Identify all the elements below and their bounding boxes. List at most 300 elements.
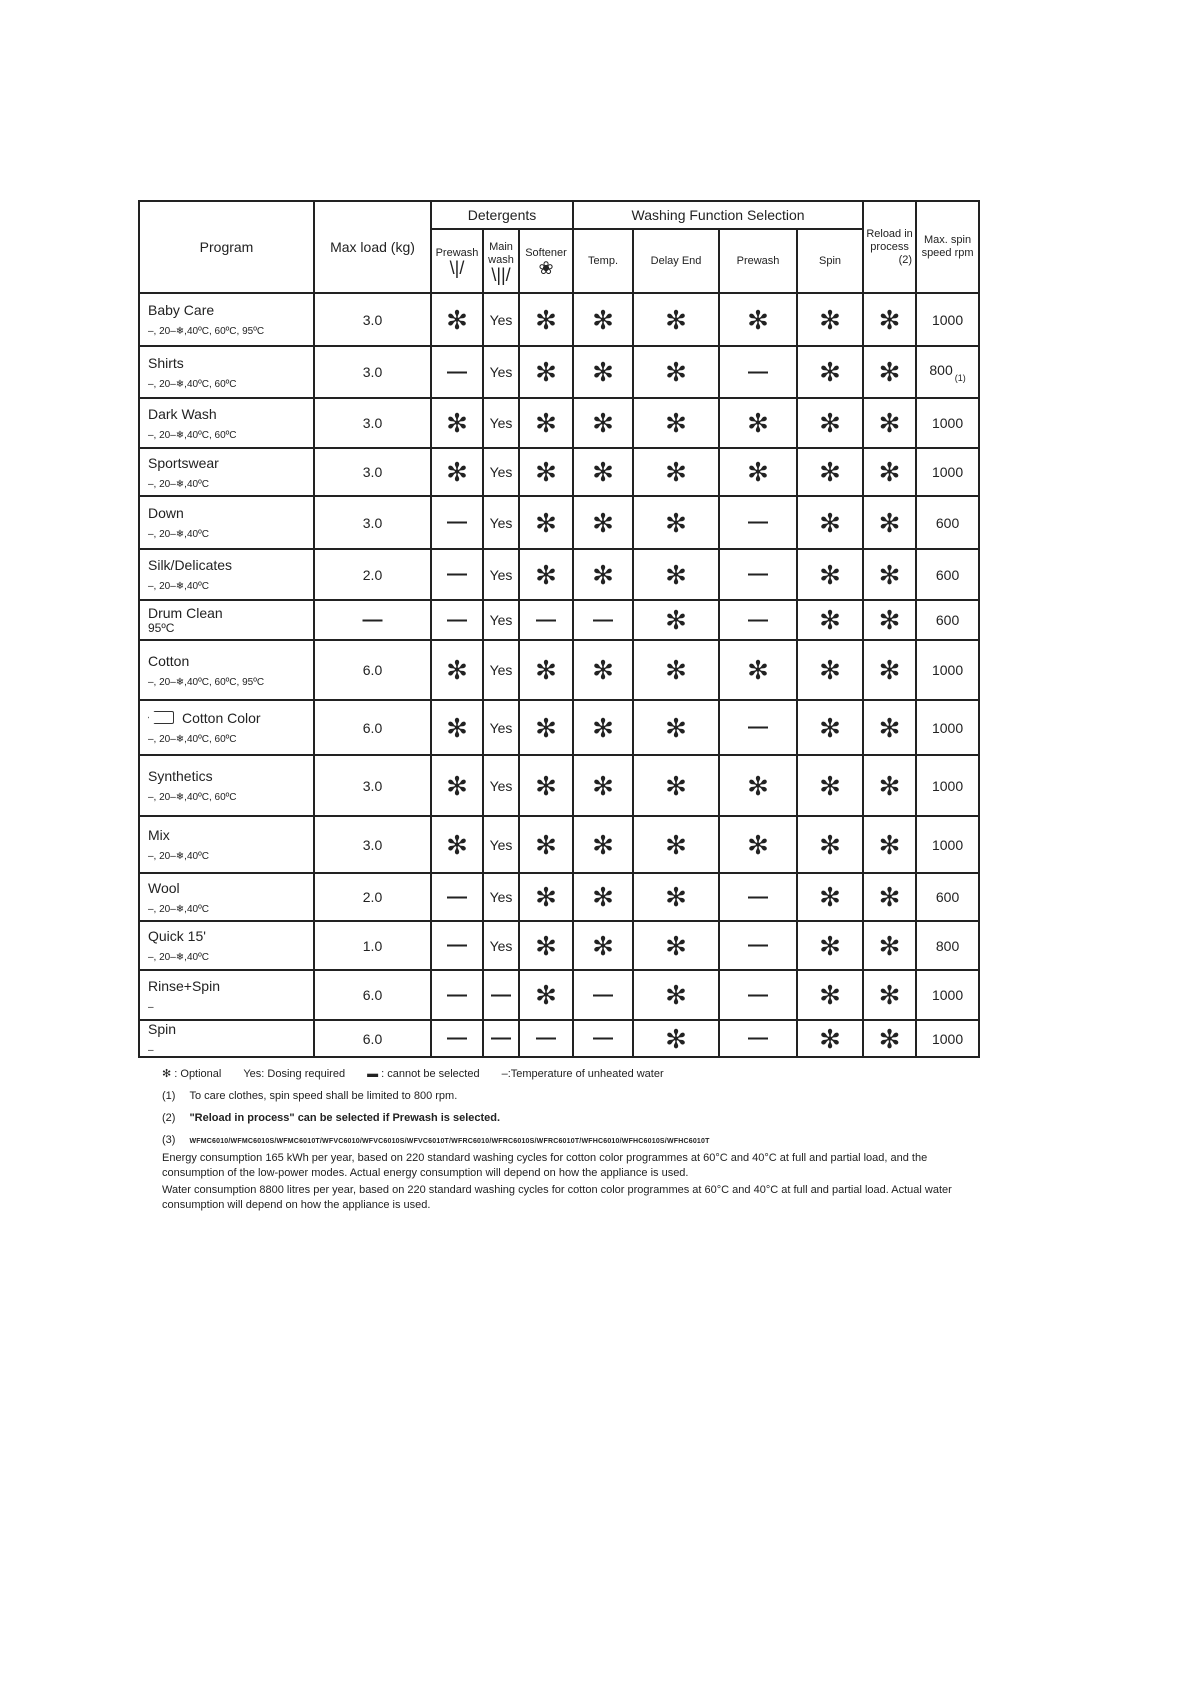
cell xyxy=(573,970,633,1020)
cell xyxy=(916,496,979,549)
cell xyxy=(314,755,431,816)
cell xyxy=(431,496,483,549)
cell xyxy=(916,448,979,496)
cell xyxy=(916,640,979,700)
cell xyxy=(519,700,573,755)
cell-value: 3.0 xyxy=(362,514,383,531)
cell-value: ✻ xyxy=(747,829,769,860)
cell xyxy=(314,873,431,921)
cell xyxy=(483,816,519,873)
cell xyxy=(483,346,519,398)
table-row xyxy=(139,873,979,921)
cell-value: ✻ xyxy=(535,980,557,1010)
cell-value: — xyxy=(447,885,467,908)
cell xyxy=(719,496,797,549)
cell xyxy=(314,398,431,448)
cell-value: Yes xyxy=(489,889,513,905)
table-row xyxy=(139,496,979,549)
cell-value: 1.0 xyxy=(362,937,383,954)
cell-value: 1000 xyxy=(931,662,964,678)
cell xyxy=(797,970,863,1020)
header-spin: Spin xyxy=(797,229,863,293)
energy-consumption: Energy consumption 165 kWh per year, based on 220 standard washing cycles for cotton color programmes at 60°C and 40°C at full and partial load, and the consumption of the low-power modes. Actual energy consumption will depend on how the appliance is used. xyxy=(162,1152,928,1179)
cell xyxy=(719,970,797,1020)
cell-value: — xyxy=(447,608,467,631)
cell xyxy=(573,755,633,816)
program-name xyxy=(148,455,313,471)
cell-value: ✻ xyxy=(878,507,901,538)
cell-value: ✻ xyxy=(665,507,687,538)
cell xyxy=(483,293,519,346)
cell-value: — xyxy=(491,983,511,1006)
cell-value: 3.0 xyxy=(362,836,383,853)
cell xyxy=(519,398,573,448)
legend xyxy=(162,1063,962,1213)
cell xyxy=(863,700,916,755)
cell-value: ✻ xyxy=(878,882,901,912)
cell-value: — xyxy=(447,511,467,533)
prewash-label: Prewash xyxy=(435,247,479,259)
program-temps: –, 20–❄,40ºC xyxy=(148,903,209,915)
cell xyxy=(314,816,431,873)
cell xyxy=(314,640,431,700)
cell xyxy=(431,873,483,921)
cell xyxy=(519,755,573,816)
cell xyxy=(633,755,719,816)
cell-value: ✻ xyxy=(535,457,557,487)
cell-value: 600 xyxy=(935,514,960,531)
cell-value: — xyxy=(593,1027,614,1049)
cell-value: ✻ xyxy=(665,770,687,801)
cell xyxy=(633,640,719,700)
note-1 xyxy=(162,1085,962,1107)
cell xyxy=(863,346,916,398)
softener-label: Softener xyxy=(525,247,567,259)
note-1-text: To care clothes, spin speed shall be limited to 800 rpm. xyxy=(189,1090,458,1102)
table-row xyxy=(139,398,979,448)
table-row xyxy=(139,700,979,755)
cell xyxy=(573,1020,633,1057)
cell xyxy=(573,921,633,970)
program-cell xyxy=(139,970,314,1020)
cell xyxy=(633,398,719,448)
cell xyxy=(916,755,979,816)
program-name-text: Baby Care xyxy=(148,302,215,318)
cell-value: ✻ xyxy=(819,605,841,635)
cell xyxy=(797,293,863,346)
cell xyxy=(863,398,916,448)
program-name xyxy=(148,505,313,521)
reload-label: Reload in process xyxy=(866,227,913,253)
cell-value: ✻ xyxy=(665,605,687,635)
program-name xyxy=(148,710,313,726)
cell xyxy=(719,700,797,755)
program-cell xyxy=(139,700,314,755)
cell-value: ✻ xyxy=(747,457,769,487)
cell-value: ✻ xyxy=(592,357,614,387)
program-cell xyxy=(139,293,314,346)
cell-value: ✻ xyxy=(878,304,901,335)
cell-value: 600 xyxy=(935,612,960,628)
compartment-i-icon: \|/ xyxy=(449,258,465,278)
cell xyxy=(483,600,519,640)
cell xyxy=(519,970,573,1020)
cell xyxy=(483,448,519,496)
cell-value: ✻ xyxy=(592,770,614,801)
cell-value: ✻ xyxy=(446,770,468,801)
cell-value: ✻ xyxy=(819,930,841,961)
cell xyxy=(633,496,719,549)
cell-value: Yes xyxy=(489,566,513,583)
cell xyxy=(431,700,483,755)
cell xyxy=(797,700,863,755)
note-2-text: "Reload in process" can be selected if Prewash is selected. xyxy=(189,1112,501,1124)
cell-value: ✻ xyxy=(878,980,901,1010)
cell-value: Yes xyxy=(489,836,513,853)
program-cell xyxy=(139,346,314,398)
cell-value: ✻ xyxy=(819,829,841,860)
cell xyxy=(633,970,719,1020)
cell-value: ✻ xyxy=(535,930,557,961)
cell-value: — xyxy=(447,983,467,1006)
cell-value: 3.0 xyxy=(362,415,383,431)
cell xyxy=(863,921,916,970)
cell-value: — xyxy=(593,983,614,1006)
program-name xyxy=(148,605,313,621)
header-washing-function-selection: Washing Function Selection xyxy=(573,201,863,229)
cell xyxy=(519,873,573,921)
cell-value: Yes xyxy=(489,364,513,380)
program-name xyxy=(148,557,313,573)
cell-value: ✻ xyxy=(665,980,687,1010)
cell-value: ✻ xyxy=(819,655,841,685)
program-cell xyxy=(139,398,314,448)
cell-value: ✻ xyxy=(665,357,687,387)
program-name xyxy=(148,355,313,371)
cell-value: — xyxy=(447,934,467,956)
table-row xyxy=(139,346,979,398)
table-row xyxy=(139,816,979,873)
cell-value: Yes xyxy=(489,612,513,628)
table-row xyxy=(139,1020,979,1057)
cell-value: 800 xyxy=(929,361,953,378)
cell xyxy=(916,700,979,755)
header-main-wash xyxy=(483,229,519,293)
cell xyxy=(573,640,633,700)
cell-value: ✻ xyxy=(592,457,614,487)
legend-yes: Yes: Dosing required xyxy=(243,1068,346,1080)
program-name-text: Drum Clean xyxy=(148,605,223,621)
cotton-color-icon xyxy=(148,711,174,724)
cell-value: ✻ xyxy=(878,457,901,487)
cell xyxy=(314,1020,431,1057)
cell-value: ✻ xyxy=(665,559,687,590)
cell-value: ✻ xyxy=(819,1023,841,1054)
cell-value: ✻ xyxy=(819,980,841,1010)
cell-value: 3.0 xyxy=(362,364,383,380)
cell-value: 3.0 xyxy=(362,311,383,328)
cell-value: ✻ xyxy=(592,829,614,860)
cell xyxy=(633,346,719,398)
cell xyxy=(719,448,797,496)
cell-value: — xyxy=(536,608,557,631)
footnote-ref: (1) xyxy=(954,372,966,383)
cell-value: 1000 xyxy=(931,987,964,1003)
cell xyxy=(431,346,483,398)
program-name-text: Cotton xyxy=(148,652,190,669)
cell-value: — xyxy=(748,563,769,585)
program-temps: –, 20–❄,40ºC, 60ºC, 95ºC xyxy=(148,676,265,688)
cell-value: — xyxy=(748,716,769,738)
legend-row xyxy=(162,1063,962,1085)
cell-value: ✻ xyxy=(592,930,614,961)
cell-value: ✻ xyxy=(878,770,901,801)
cell xyxy=(573,496,633,549)
program-name-text: Dark Wash xyxy=(148,405,217,422)
cell xyxy=(633,816,719,873)
cell xyxy=(797,448,863,496)
cell-value: ✻ xyxy=(665,304,687,335)
cell-value: ✻ xyxy=(819,770,841,801)
table-row xyxy=(139,755,979,816)
cell xyxy=(719,293,797,346)
program-name-text: Spin xyxy=(148,1021,177,1037)
cell-value: — xyxy=(748,934,769,956)
cell xyxy=(633,1020,719,1057)
cell-value: 6.0 xyxy=(362,719,383,736)
cell xyxy=(573,346,633,398)
program-cell xyxy=(139,921,314,970)
cell xyxy=(431,970,483,1020)
cell-value: ✻ xyxy=(535,655,557,685)
cell-value: ✻ xyxy=(535,357,557,387)
cell-value: — xyxy=(536,1027,557,1049)
cell-value: — xyxy=(447,360,467,383)
legend-optional: ✻ : Optional xyxy=(162,1068,222,1080)
program-cell xyxy=(139,755,314,816)
cell-value: — xyxy=(447,563,467,585)
cell-value: ✻ xyxy=(446,712,468,743)
cell xyxy=(863,816,916,873)
water-consumption: Water consumption 8800 litres per year, based on 220 standard washing cycles for cotton color programmes at 60°C and 40°C at full and partial load. Actual water consumption will depend on how the appliance is used. xyxy=(162,1184,952,1211)
cell-value: ✻ xyxy=(819,559,841,590)
cell-value: Yes xyxy=(489,719,513,736)
program-temps: –, 20–❄,40ºC xyxy=(148,529,209,540)
cell xyxy=(314,448,431,496)
cell-value: — xyxy=(362,608,383,631)
cell xyxy=(797,873,863,921)
cell-value: 1000 xyxy=(931,1030,964,1047)
program-temps: –, 20–❄,40ºC xyxy=(148,952,209,963)
program-cell xyxy=(139,1020,314,1057)
program-name-text: Wool xyxy=(148,879,180,896)
cell-value: ✻ xyxy=(535,559,557,590)
cell-value: 600 xyxy=(935,889,960,905)
program-name-text: Mix xyxy=(148,827,170,843)
program-cell xyxy=(139,816,314,873)
cell-value: ✻ xyxy=(878,655,901,685)
cell-value: ✻ xyxy=(665,1023,687,1054)
program-name-text: Down xyxy=(148,505,184,521)
cell xyxy=(797,640,863,700)
cell xyxy=(519,600,573,640)
cell-value: ✻ xyxy=(592,304,614,335)
cell xyxy=(573,600,633,640)
cell xyxy=(483,640,519,700)
cell xyxy=(431,293,483,346)
cell-value: ✻ xyxy=(446,408,468,438)
program-temps: –, 20–❄,40ºC, 60ºC xyxy=(148,429,237,441)
header-program: Program xyxy=(139,201,314,293)
program-name-text: Sportswear xyxy=(148,454,219,471)
flower-icon: ❀ xyxy=(538,258,554,278)
cell xyxy=(314,346,431,398)
cell xyxy=(633,600,719,640)
cell-value: ✻ xyxy=(819,457,841,487)
cell-value: — xyxy=(748,885,769,908)
cell-value: 800 xyxy=(935,937,960,954)
cell-value: ✻ xyxy=(665,829,687,860)
cell xyxy=(519,549,573,600)
cell xyxy=(431,755,483,816)
cell xyxy=(483,398,519,448)
cell-value: — xyxy=(748,608,769,631)
cell-value: — xyxy=(748,1027,769,1049)
header-temp: Temp. xyxy=(573,229,633,293)
cell xyxy=(431,398,483,448)
cell-value: — xyxy=(748,983,769,1006)
cell xyxy=(573,549,633,600)
cell-value: 1000 xyxy=(931,311,964,328)
cell-value: Yes xyxy=(489,662,513,678)
cell-value: ✻ xyxy=(535,507,557,538)
program-name-text: Cotton Color xyxy=(182,710,261,726)
program-cell xyxy=(139,873,314,921)
header-prewash: Prewash xyxy=(719,229,797,293)
cell-value: ✻ xyxy=(592,559,614,590)
reload-note: (2) xyxy=(898,253,913,266)
header-max-load: Max load (kg) xyxy=(314,201,431,293)
cell xyxy=(797,549,863,600)
cell-value: ✻ xyxy=(535,882,557,912)
program-name-text: Quick 15' xyxy=(148,928,206,944)
cell xyxy=(431,448,483,496)
cell-value: ✻ xyxy=(535,770,557,801)
program-rows xyxy=(139,293,979,1057)
cell-value: 2.0 xyxy=(362,889,383,905)
header-softener xyxy=(519,229,573,293)
cell xyxy=(916,346,979,398)
program-temps: –, 20–❄,40ºC xyxy=(148,478,209,490)
cell xyxy=(633,921,719,970)
program-cell xyxy=(139,640,314,700)
cell-value: ✻ xyxy=(535,829,557,860)
cell xyxy=(916,1020,979,1057)
cell xyxy=(519,640,573,700)
cell-value: ✻ xyxy=(747,655,769,685)
cell xyxy=(519,1020,573,1057)
cell xyxy=(483,921,519,970)
cell xyxy=(314,970,431,1020)
cell xyxy=(916,970,979,1020)
cell-value: ✻ xyxy=(819,357,841,387)
cell-value: 6.0 xyxy=(362,987,383,1003)
cell xyxy=(519,816,573,873)
program-name xyxy=(148,978,313,994)
cell-value: — xyxy=(447,1027,467,1049)
program-name xyxy=(148,653,313,669)
cell xyxy=(483,700,519,755)
cell-value: ✻ xyxy=(592,408,614,438)
cell-value: ✻ xyxy=(446,457,468,487)
cell xyxy=(483,970,519,1020)
cell-value: ✻ xyxy=(878,605,901,635)
cell-value: ✻ xyxy=(446,655,468,685)
cell-value: ✻ xyxy=(446,304,468,335)
cell-value: ✻ xyxy=(878,408,901,438)
cell xyxy=(719,873,797,921)
cell xyxy=(916,873,979,921)
cell xyxy=(719,549,797,600)
program-name-text: Rinse+Spin xyxy=(148,977,220,994)
cell xyxy=(431,549,483,600)
cell xyxy=(797,600,863,640)
table-row xyxy=(139,448,979,496)
cell xyxy=(719,816,797,873)
program-temps: –, 20–❄,40ºC xyxy=(148,851,209,862)
cell xyxy=(314,600,431,640)
cell xyxy=(573,398,633,448)
program-cell xyxy=(139,496,314,549)
cell xyxy=(863,640,916,700)
table-row xyxy=(139,293,979,346)
cell xyxy=(633,700,719,755)
note-3 xyxy=(162,1129,962,1153)
cell-value: — xyxy=(491,1027,511,1049)
program-temps: –, 20–❄,40ºC, 60ºC xyxy=(148,792,237,803)
cell xyxy=(916,293,979,346)
program-name-text: Shirts xyxy=(148,354,184,371)
header-prewash-detergent xyxy=(431,229,483,293)
table-row xyxy=(139,600,979,640)
cell xyxy=(483,873,519,921)
cell-value: 3.0 xyxy=(362,464,383,480)
note-3-label: (3) xyxy=(162,1134,176,1146)
cell-value: ✻ xyxy=(592,655,614,685)
table-row xyxy=(139,640,979,700)
cell xyxy=(719,346,797,398)
cell-value: ✻ xyxy=(878,357,901,387)
cell xyxy=(719,921,797,970)
legend-cannot: ▬ : cannot be selected xyxy=(367,1068,480,1080)
cell-value: — xyxy=(593,608,614,631)
cell xyxy=(573,816,633,873)
cell xyxy=(797,1020,863,1057)
program-temps: –, 20–❄,40ºC, 60ºC xyxy=(148,734,237,745)
program-temps: –, 20–❄,40ºC, 60ºC xyxy=(148,378,237,390)
cell xyxy=(431,816,483,873)
program-temps: –, 20–❄,40ºC, 60ºC, 95ºC xyxy=(148,326,265,337)
cell-value: 1000 xyxy=(931,836,964,853)
program-name xyxy=(148,880,313,896)
cell-value: ✻ xyxy=(665,712,687,743)
cell-value: Yes xyxy=(489,777,513,794)
program-temps: – xyxy=(148,1045,154,1056)
cell xyxy=(863,293,916,346)
cell-value: Yes xyxy=(489,415,513,431)
program-temps: –, 20–❄,40ºC xyxy=(148,581,209,592)
cell xyxy=(314,700,431,755)
